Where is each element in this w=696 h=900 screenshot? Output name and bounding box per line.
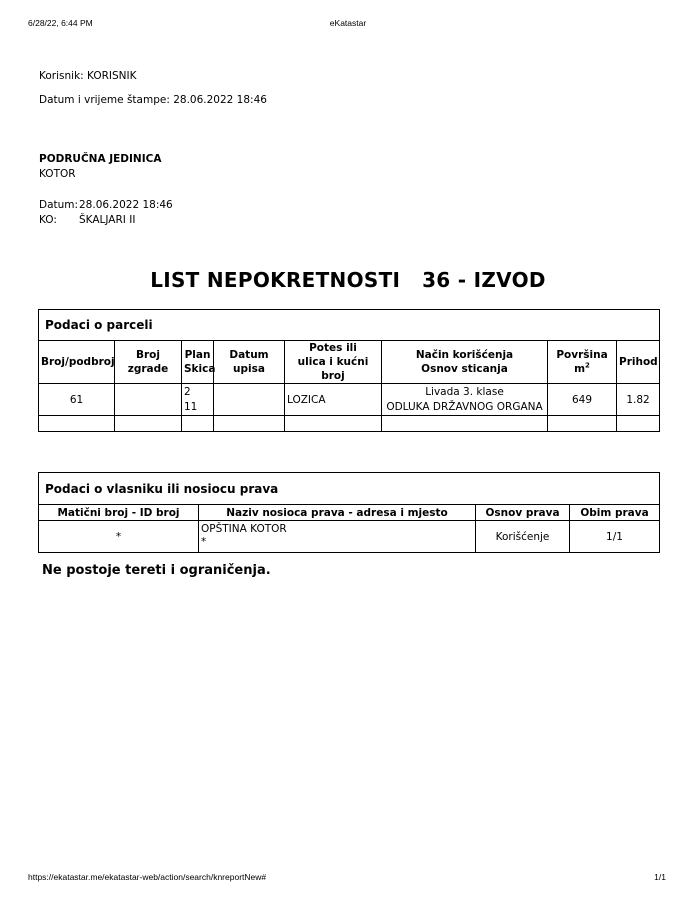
cell-povrsina: 649 [548, 384, 617, 416]
col-broj-zgrade: Broj zgrade [115, 341, 182, 384]
col-prihod: Prihod [617, 341, 660, 384]
cell-prihod: 1.82 [617, 384, 660, 416]
encumbrance-note: Ne postoje tereti i ograničenja. [42, 563, 271, 578]
cell-obim: 1/1 [570, 521, 660, 553]
date-value: 28.06.2022 18:46 [79, 199, 173, 211]
print-page-title: eKatastar [329, 18, 367, 28]
cell-skica: 11 [184, 400, 198, 413]
print-time-line: Datum i vrijeme štampe: 28.06.2022 18:46 [39, 94, 267, 106]
col-obim-prava: Obim prava [570, 505, 660, 521]
col-naziv-nosioca: Naziv nosioca prava - adresa i mjesto [199, 505, 476, 521]
print-datetime: 6/28/22, 6:44 PM [28, 18, 93, 28]
owner-table [38, 472, 660, 553]
col-skica-label: Skica [184, 363, 216, 375]
col-datum-upisa: Datum upisa [214, 341, 285, 384]
owner-caption: Podaci o vlasniku ili nosiocu prava [39, 473, 660, 505]
cell-naziv-name: OPŠTINA KOTOR [201, 523, 287, 535]
col-potes-line1: Potes ili [309, 342, 357, 354]
cell-nacin-koriscenja: Livada 3. klase [425, 385, 504, 398]
unit-name: KOTOR [39, 168, 76, 180]
col-plan-label: Plan [184, 349, 211, 361]
cell-broj: 61 [39, 384, 115, 416]
parcel-table [38, 309, 660, 432]
col-osnov-prava: Osnov prava [476, 505, 570, 521]
table-row [39, 521, 660, 553]
cell-osnov: Korišćenje [476, 521, 570, 553]
user-line: Korisnik: KORISNIK [39, 70, 137, 82]
col-maticni-broj: Matični broj - ID broj [39, 505, 199, 521]
col-broj-podbroj: Broj/podbroj [39, 341, 115, 384]
col-nacin-line2: Osnov sticanja [421, 363, 508, 375]
cell-naziv-address: * [201, 536, 207, 548]
print-page-number: 1/1 [654, 872, 666, 882]
unit-heading: PODRUČNA JEDINICA [39, 153, 162, 165]
cell-plan-skica [182, 384, 214, 416]
table-row-empty [39, 416, 660, 432]
col-nacin [382, 341, 548, 384]
cell-plan: 2 [184, 385, 191, 398]
date-label: Datum: [39, 199, 79, 211]
table-row [39, 384, 660, 416]
ko-value: ŠKALJARI II [79, 214, 136, 226]
ko-label: KO: [39, 214, 57, 226]
cell-naziv [199, 521, 476, 553]
parcel-caption: Podaci o parceli [39, 310, 660, 341]
cell-osnov-sticanja: ODLUKA DRŽAVNOG ORGANA [386, 400, 543, 413]
cell-nacin [382, 384, 548, 416]
document-title: LIST NEPOKRETNOSTI 36 - IZVOD [150, 268, 546, 292]
cell-zgrada [115, 384, 182, 416]
cell-datum [214, 384, 285, 416]
col-povrsina [548, 341, 617, 384]
col-potes [285, 341, 382, 384]
cell-id: * [39, 521, 199, 553]
print-url: https://ekatastar.me/ekatastar-web/action/search/knreportNew# [28, 872, 267, 882]
col-potes-line2: ulica i kućni broj [297, 356, 369, 382]
cell-potes: LOZICA [285, 384, 382, 416]
col-povrsina-sup: 2 [585, 361, 590, 370]
col-plan-skica [182, 341, 214, 384]
col-povrsina-label: Površina m [556, 349, 608, 375]
col-nacin-line1: Način korišćenja [415, 349, 514, 361]
